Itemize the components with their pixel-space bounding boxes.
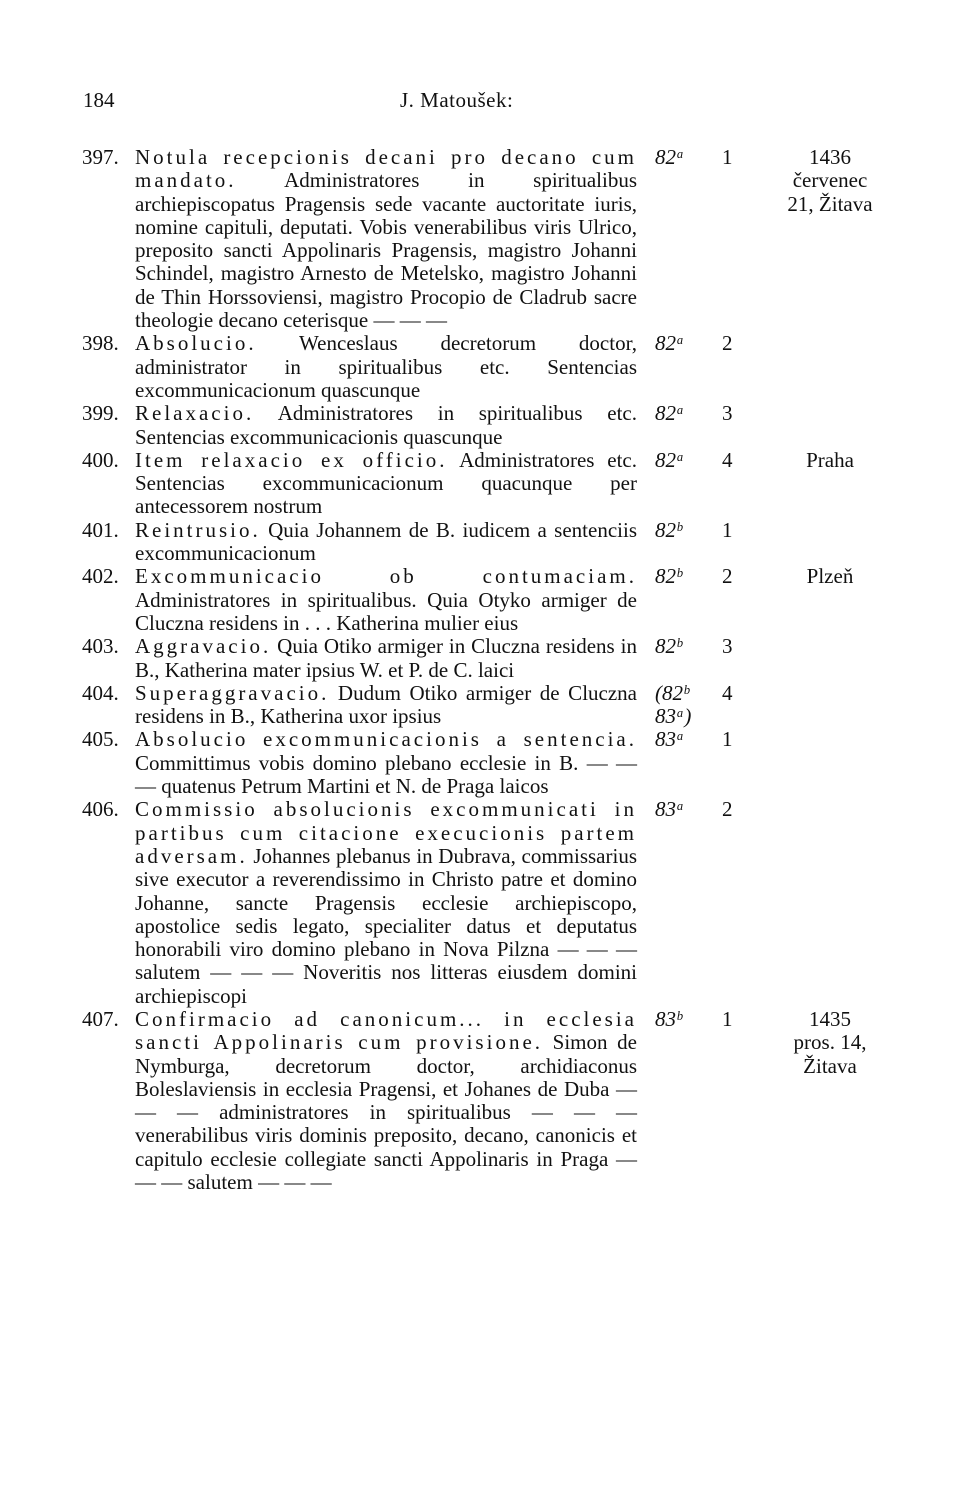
entry-body: Committimus vobis domino plebano ecclesie in B. — — — quatenus Petrum Martini et N. de Praga laicos [135, 750, 637, 799]
date-place-line: Plzeň [806, 564, 854, 589]
entry-title: Commissio absolucionis excommunicati in partibus cum citacione execucionis partem adversam. [135, 797, 637, 868]
entry-text [135, 402, 637, 449]
item-index: 1 [722, 1006, 733, 1031]
folio-reference: 83ᵇ [655, 1006, 682, 1031]
item-index: 2 [722, 797, 733, 822]
folio-reference: 82ᵃ [655, 331, 685, 356]
entry [0, 565, 960, 635]
folio-reference: (82ᵇ 83ᵃ) [655, 680, 692, 729]
entry-number: 406. [82, 797, 119, 822]
entry-number: 404. [82, 680, 119, 705]
entry-title: Excommunicacio ob contumaciam. [135, 564, 637, 589]
running-head: J. Matoušek: [400, 88, 514, 112]
entry-title: Item relaxacio ex officio. [135, 447, 448, 472]
entry-number: 398. [82, 331, 119, 356]
entry-body: Administratores etc. Sentencias excommunicacionum quacunque per antecessorem nostrum [135, 447, 637, 519]
folio-reference: 82ᵃ [655, 145, 685, 169]
entry-number: 401. [82, 517, 119, 542]
date-place [762, 565, 898, 588]
entry [0, 332, 960, 402]
entry-number: 405. [82, 727, 119, 752]
entry-title: Confirmacio ad canonicum... in ecclesia sancti Appolinaris cum provisione. [135, 1006, 637, 1055]
entry-text [135, 1008, 637, 1194]
entry-body: Administratores in spiritualibus archiepiscopatus Pragensis sede vacante auctoritate iuris, nomine capituli, deputati. Vobis venerabilibus viris Ulrico, preposito sancti Appolinaris Pragensis, magistro Johanni Schindel, magistro Arnesto de Metelsko, magistro Johanni de Thin Horssoviensi, magistro Procopio de Cladrub sacre theologie decano ceterisque — — — [135, 168, 637, 333]
folio-reference: 83ᵃ [655, 727, 685, 752]
entry-title: Absolucio excommunicacionis a sentencia. [135, 727, 637, 752]
date-place-line: 1436 [809, 145, 851, 169]
entry [0, 519, 960, 566]
date-place [762, 449, 898, 472]
entry-text [135, 635, 637, 682]
date-place [762, 146, 898, 216]
folio-reference: 82ᵇ [655, 564, 682, 589]
entry-text [135, 519, 637, 566]
entry-title: Reintrusio. [135, 517, 261, 542]
date-place-line: Žitava [803, 1053, 857, 1078]
entry-number: 402. [82, 564, 119, 589]
entry [0, 402, 960, 449]
page-header [0, 88, 960, 118]
entry-text [135, 146, 637, 332]
entry-number: 397. [82, 145, 119, 169]
item-index: 3 [722, 634, 733, 659]
entry-number: 407. [82, 1006, 119, 1031]
entry-text [135, 332, 637, 402]
item-index: 1 [722, 517, 733, 542]
entry [0, 635, 960, 682]
entry-text [135, 728, 637, 798]
entry-body: Administratores in spiritualibus etc. Sentencias excommunicacionis quascunque [135, 401, 637, 449]
entry-text [135, 449, 637, 519]
entry [0, 728, 960, 798]
date-place [762, 1008, 898, 1078]
entry-title: Aggravacio. [135, 634, 272, 659]
entry-title: Relaxacio. [135, 401, 255, 426]
entry-list [0, 146, 960, 1194]
item-index: 3 [722, 401, 733, 426]
item-index: 4 [722, 680, 733, 705]
entry-body: Quia Johannem de B. iudicem a sentenciis excommunicacionum [135, 517, 637, 566]
entry-text [135, 565, 637, 635]
folio-reference: 82ᵃ [655, 447, 685, 472]
folio-reference: 82ᵃ [655, 401, 685, 426]
entry [0, 682, 960, 729]
entry [0, 1008, 960, 1194]
entry-title: Notula recepcionis decani pro decano cum mandato. [135, 145, 637, 193]
date-place-line: pros. 14, [793, 1030, 867, 1055]
entry-text [135, 682, 637, 729]
entry-body: Dudum Otiko armiger de Cluczna residens in B., Katherina uxor ipsius [135, 680, 637, 729]
date-place-line: 1435 [809, 1006, 851, 1031]
entry-body: Simon de Nymburga, decretorum doctor, archidiaconus Boleslaviensis in ecclesia Pragensi, et Johanes de Duba — — — administratores in spiritualibus — — — venerabilibus viris dominis preposito, decano, canonicis et capitulo ecclesie collegiate sancti Appolinaris in Praga — — — salutem — — — [135, 1030, 637, 1195]
entry-text [135, 798, 637, 1008]
item-index: 4 [722, 447, 733, 472]
folio-reference: 82ᵇ [655, 634, 682, 659]
folio-reference: 83ᵃ [655, 797, 685, 822]
entry-number: 400. [82, 447, 119, 472]
item-index: 2 [722, 564, 733, 589]
entry-number: 399. [82, 401, 119, 426]
entry [0, 146, 960, 332]
item-index: 1 [722, 145, 733, 169]
page-number: 184 [83, 88, 115, 112]
date-place-line: červenec [792, 168, 868, 193]
entry-body: Administratores in spiritualibus. Quia Otyko armiger de Cluczna residens in . . . Katherina mulier eius [135, 587, 637, 635]
item-index: 2 [722, 331, 733, 356]
entry-number: 403. [82, 634, 119, 659]
date-place-line: 21, Žitava [787, 191, 873, 216]
entry-title: Superaggravacio. [135, 680, 330, 705]
entry [0, 449, 960, 519]
entry-body: Johannes plebanus in Dubrava, commissarius sive executor a reverendissimo in Christo patre et domino Johanne, sancte Pragensis ecclesie archiepiscopo, apostolice sedis legato, specialiter datus et deputatus honorabili viro domino plebano in Nova Pilzna — — — salutem — — — Noveritis nos litteras eiusdem domini archiepiscopi [135, 843, 637, 1008]
folio-reference: 82ᵇ [655, 517, 682, 542]
date-place-line: Praha [806, 447, 854, 472]
entry-body: Quia Otiko armiger in Cluczna residens in B., Katherina mater ipsius W. et P. de C. laici [135, 634, 637, 682]
entry-body: Wenceslaus decretorum doctor, administrator in spiritualibus etc. Sentencias excommunicacionum quascunque [135, 331, 637, 402]
entry [0, 798, 960, 1008]
item-index: 1 [722, 727, 733, 752]
entry-title: Absolucio. [135, 331, 257, 356]
